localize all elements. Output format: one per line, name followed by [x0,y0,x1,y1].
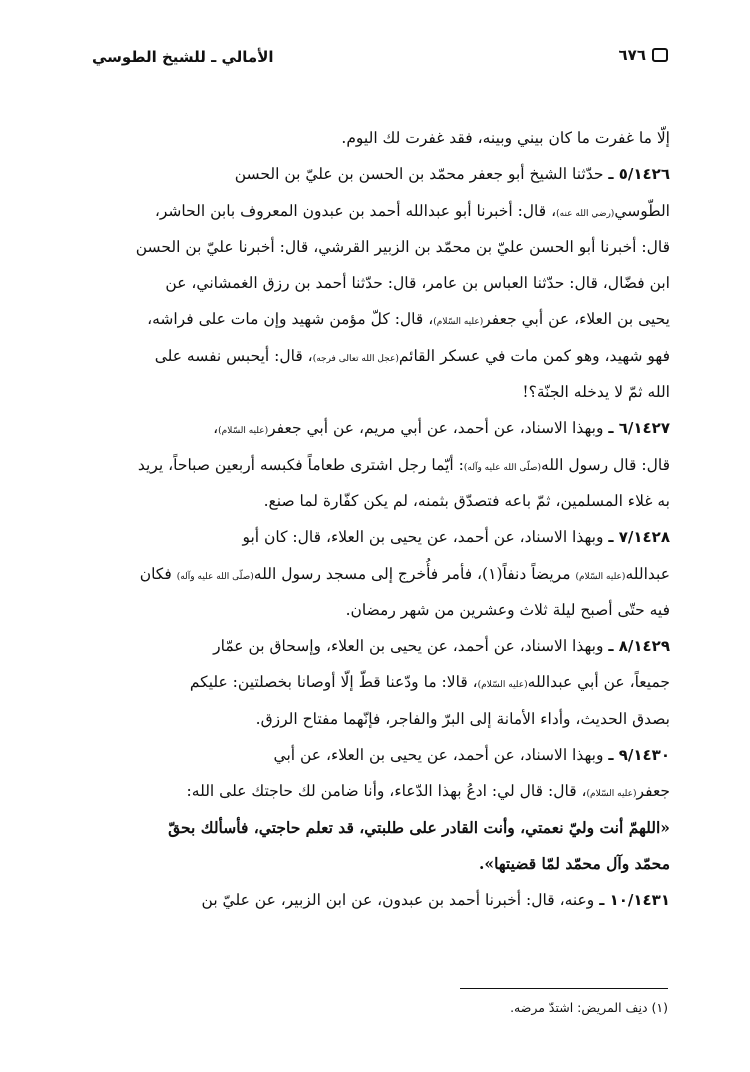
line-text: وبهذا الاسناد، عن أحمد، عن يحيى بن العلاء، عن أبي [273,746,609,765]
text-line [108,592,670,628]
line-text: ، قالا: ما ودّعنا قطّ إلّا أوصانا بخصلتين: عليكم [189,673,478,692]
footnote-divider [460,988,668,989]
text-line [108,447,670,483]
text-line [108,701,670,737]
body-text [108,120,670,919]
honorific: (عليه السّلام) [586,789,637,800]
text-line [108,120,670,156]
honorific: (عليه السّلام) [433,317,484,328]
line-text: ، [213,419,219,438]
hadith-number: ٩/١٤٣٠ ـ [608,746,670,765]
hadith-number: ٥/١٤٢٦ ـ [608,165,670,184]
text-line [108,156,670,192]
page-number: ٦٧٦ [618,46,646,64]
text-line [108,773,670,809]
text-line [108,628,670,664]
running-title: الأمالي ـ للشيخ الطوسي [92,48,274,66]
honorific: (رضي الله عنه) [556,208,615,219]
line-text: بصدق الحديث، وأداء الأمانة إلى البرّ والفاجر، فإنّهما مفتاح الرزق. [255,709,670,728]
honorific: (عجل الله تعالى فرجه) [312,353,399,364]
honorific: (عليه السّلام) [575,571,626,582]
line-text: وبهذا الاسناد، عن أحمد، عن يحيى بن العلاء، قال: كان أبو [242,528,609,547]
line-text: الله ثمّ لا يدخله الجنّة؟! [522,383,670,402]
line-text: فيه حتّى أصبح ليلة ثلاث وعشرين من شهر رمضان. [345,600,670,619]
hadith-number: ٧/١٤٢٨ ـ [608,528,670,547]
hadith-number: ٦/١٤٢٧ ـ [608,419,670,438]
line-text: فهو شهيد، وهو كمن مات في عسكر القائم [398,346,670,365]
page-header [92,42,668,82]
text-line [108,810,670,846]
text-line [108,519,670,555]
hadith-number: ٨/١٤٢٩ ـ [608,637,670,656]
text-line [108,737,670,773]
line-text: قال: أخبرنا أبو الحسن عليّ بن محمّد بن الزبير القرشي، قال: أخبرنا عليّ بن الحسن [135,237,670,256]
line-text: وعنه، قال: أخبرنا أحمد بن عبدون، عن ابن الزبير، عن عليّ بن [201,891,600,910]
line-text: الطّوسي [614,201,670,220]
line-text: ، قال: قال لي: ادعُ بهذا الدّعاء، وأنا ضامن لك حاجتك على الله: [186,782,587,801]
text-line [108,882,670,918]
supplication-text: محمّد وآل محمّد لمّا قضيتها». [478,853,670,873]
line-text: جميعاً، عن أبي عبدالله [527,673,670,692]
line-text: قال: قال رسول الله [540,455,670,474]
honorific: (صلّى الله عليه وآله) [176,571,254,582]
line-text: وبهذا الاسناد، عن أحمد، عن أبي مريم، عن أبي جعفر [268,419,609,438]
line-text: به غلاء المسلمين، ثمّ باعه فتصدّق بثمنه، لم يكن كفّارة لما صنع. [263,491,670,510]
text-line [108,846,670,882]
honorific: (عليه السّلام) [477,680,528,691]
line-text: ، قال: أخبرنا أبو عبدالله أحمد بن عبدون المعروف بابن الحاشر، [154,201,557,220]
hadith-number: ١٠/١٤٣١ ـ [599,891,670,910]
text-line [108,483,670,519]
text-line [108,410,670,446]
line-text: جعفر [636,782,670,801]
honorific: (صلّى الله عليه وآله) [463,462,541,473]
text-line [108,229,670,265]
line-text: ابن فضّال، قال: حدّثنا العباس بن عامر، قال: حدّثنا أحمد بن رزق الغمشاني، عن [165,274,670,293]
supplication-text: «اللهمّ أنت وليّ نعمتي، وأنت القادر على طلبتي، قد تعلم حاجتي، فأسألك بحقّ [168,817,670,837]
line-text: ، قال: أيحبس نفسه على [154,346,313,365]
honorific: (عليه السّلام) [218,426,269,437]
footnote: (١) دنِف المريض: اشتدّ مرضه. [510,1000,668,1015]
page-box-icon [652,48,668,62]
text-line [108,664,670,700]
line-text: يحيى بن العلاء، عن أبي جعفر [483,310,670,329]
text-line [108,265,670,301]
line-text: حدّثنا الشيخ أبو جعفر محمّد بن الحسن بن عليّ بن الحسن [234,165,609,184]
line-text: : أيّما رجل اشترى طعاماً فكبسه أربعين صباحاً، يريد [137,455,464,474]
text-line [108,193,670,229]
line-text: فكان [139,564,177,583]
line-text: عبدالله [625,564,670,583]
page-number-block [619,46,668,64]
line-text: ، قال: كلّ مؤمن شهيد وإن مات على فراشه، [147,310,434,329]
text-line [108,556,670,592]
line-text: وبهذا الاسناد، عن أحمد، عن يحيى بن العلاء، وإسحاق بن عمّار [213,637,609,656]
text-line [108,301,670,337]
line-text: إلّا ما غفرت ما كان بيني وبينه، فقد غفرت لك اليوم. [341,129,670,147]
text-line [108,374,670,410]
line-text: مريضاً دنفاً(١)، فأمر فأُخرج إلى مسجد رسول الله [253,564,576,583]
text-line [108,338,670,374]
